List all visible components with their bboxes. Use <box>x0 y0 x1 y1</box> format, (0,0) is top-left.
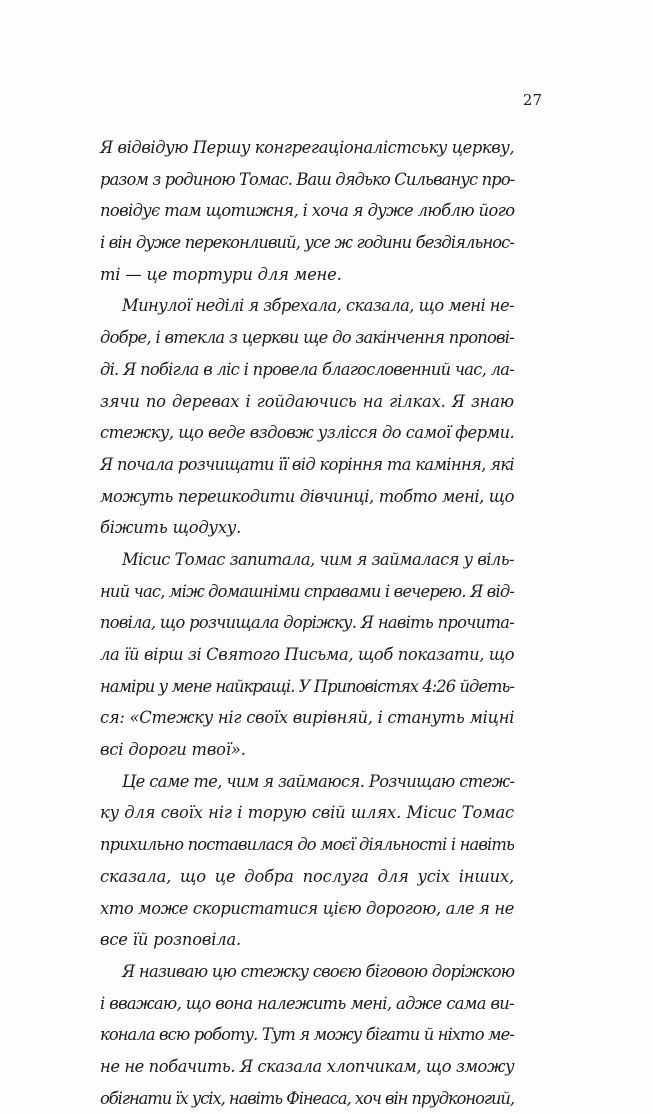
text-line: хто може скористатися цією дорогою, але я не <box>100 898 514 918</box>
text-line: Минулої неділі я збрехала, сказала, що мені не- <box>122 296 514 316</box>
text-line: стежку, що веде вздовж узлісся до самої ферми. <box>100 423 515 443</box>
text-line: прихильно поставилася до моєї діяльності і навіть <box>100 835 514 855</box>
text-line: ті — це тортури для мене. <box>100 264 342 284</box>
text-line: повідує там щотижня, і хоча я дуже люблю його <box>100 201 515 221</box>
text-line: Місис Томас запитала, чим я займалася у віль- <box>122 549 514 569</box>
text-line: не не побачить. Я сказала хлопчикам, що зможу <box>100 1056 515 1076</box>
text-line: ді. Я побігла в ліс і провела благословенний час, ла- <box>100 359 514 379</box>
text-line: і він дуже переконливий, усе ж години бездіяльнос- <box>100 233 514 253</box>
text-line: ся: «Стежку ніг своїх вирівняй, і стануть міцні <box>100 708 515 728</box>
text-line: конала всю роботу. Тут я можу бігати й ніхто ме- <box>100 1025 514 1045</box>
text-line: біжить щодуху. <box>100 518 242 538</box>
text-line: можуть перешкодити дівчинці, тобто мені, що <box>100 486 514 506</box>
body-text <box>100 132 514 1114</box>
text-line: всі дороги твої». <box>100 740 246 760</box>
text-line: повіла, що розчищала доріжку. Я навіть прочита- <box>100 613 514 633</box>
text-line: зячи по деревах і гойдаючись на гілках. Я знаю <box>100 391 514 411</box>
text-line: ла їй вірш зі Святого Письма, щоб показати, що <box>100 645 515 664</box>
text-line: добре, і втекла з церкви ще до закінчення пропові- <box>100 328 514 348</box>
page-number: 27 <box>522 91 542 109</box>
text-line: ний час, між домашніми справами і вечерею. Я від- <box>100 581 515 601</box>
text-line: наміри у мене найкращі. У Приповістях 4:26 йдеть- <box>100 676 514 696</box>
text-line: і вважаю, що вона належить мені, адже сама ви- <box>100 993 514 1013</box>
text-line: сказала, що це добра послуга для усіх інших, <box>100 866 514 886</box>
text-line: все їй розповіла. <box>100 930 242 950</box>
text-line: Я відвідую Першу конгрегаціоналістську церкву, <box>100 138 515 157</box>
text-line: обігнати їх усіх, навіть Фінеаса, хоч він прудконогий, <box>100 1088 514 1108</box>
text-line: Це саме те, чим я займаюся. Розчищаю стеж- <box>122 771 515 791</box>
text-line: Я почала розчищати її від коріння та каміння, які <box>100 454 514 474</box>
text-line: Я називаю цю стежку своєю біговою доріжкою <box>122 961 515 981</box>
text-line: ку для своїх ніг і торую свій шлях. Місис Томас <box>100 803 514 823</box>
text-line: разом з родиною Томас. Ваш дядько Сильванус про- <box>100 169 515 189</box>
